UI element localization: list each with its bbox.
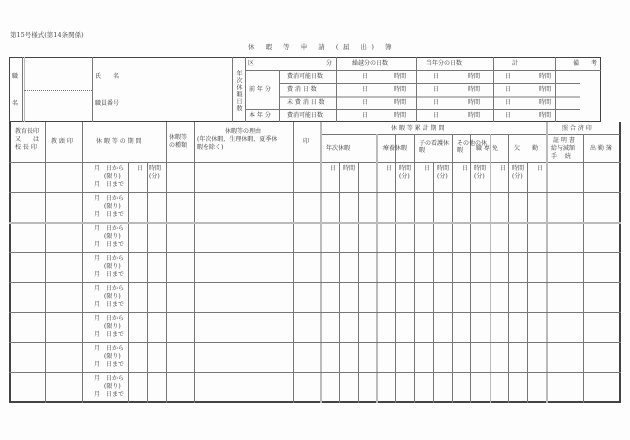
leave-type-header: の種類 <box>169 142 188 149</box>
duty-exemption-header: 職 専 免 <box>476 145 498 152</box>
unit-hour: 時間 <box>394 99 407 106</box>
unit-hour: 時間 <box>149 165 162 172</box>
unit-hour: 時間 <box>468 73 481 80</box>
unit-day: 日 <box>462 165 469 172</box>
period-text: (限り) <box>104 293 121 300</box>
current-year-label: 本 年 分 <box>249 112 271 119</box>
period-text: 月 日から <box>94 375 125 382</box>
job-title-field[interactable] <box>25 58 91 89</box>
unit-hour: 時間 <box>468 99 481 106</box>
principal-seal-header: 校 長 印 <box>15 144 37 151</box>
row-label: 費消可能日数 <box>287 73 324 80</box>
period-text: 月 日から <box>94 315 125 322</box>
current-year-days-header: 当年分の日数 <box>426 60 463 67</box>
unit-day: 日 <box>505 73 512 80</box>
unit-day: 日 <box>537 165 544 172</box>
other-leave-header: その他の休 暇 <box>457 140 494 154</box>
name-field[interactable] <box>130 62 230 87</box>
period-text: 月 日から <box>94 225 125 232</box>
unit-hour: 時間 <box>539 112 552 119</box>
unit-hour: 時間 <box>399 165 412 172</box>
job-title-field-2[interactable] <box>25 91 91 121</box>
period-text: 月 日から <box>94 195 125 202</box>
total-header: 計 <box>512 60 519 67</box>
child-care-leave-header: 子の看護休 暇 <box>419 140 456 154</box>
period-text: (限り) <box>104 353 121 360</box>
period-text: 月 日まで <box>94 181 125 188</box>
unit-minute: (分) <box>399 173 410 180</box>
unit-day: 日 <box>433 112 440 119</box>
unit-hour: 時間 <box>394 86 407 93</box>
category-label: 区 <box>248 60 255 67</box>
unit-minute: (分) <box>437 173 448 180</box>
annual-leave-days-label: 年次休暇日数 <box>235 70 242 112</box>
unit-day: 日 <box>505 86 512 93</box>
unit-hour: 時間 <box>437 165 450 172</box>
period-text: (限り) <box>104 323 121 330</box>
unit-hour: 時間 <box>539 73 552 80</box>
period-text: 月 日から <box>94 255 125 262</box>
period-text: 月 日まで <box>94 361 125 368</box>
principal-seal-header: 又 は <box>15 136 40 143</box>
period-text: 月 日まで <box>94 211 125 218</box>
salary-reduction-header: 給与減額 <box>551 145 576 152</box>
unit-day: 日 <box>505 112 512 119</box>
employee-number-field[interactable] <box>130 92 230 117</box>
period-text: (限り) <box>104 383 121 390</box>
period-text: (限り) <box>104 263 121 270</box>
unit-hour: 時間 <box>468 112 481 119</box>
unit-day: 日 <box>137 165 144 172</box>
unit-hour: 時間 <box>474 165 487 172</box>
certificate-header: 証 明 書 <box>553 137 575 144</box>
leave-reason-header: 休暇等の理由 <box>225 128 262 135</box>
leave-type-header: 休暇等 <box>169 134 188 141</box>
remarks-field[interactable] <box>557 71 600 121</box>
attendance-book-header: 出 勤 簿 <box>590 145 612 152</box>
row-label: 未 費 消 日 数 <box>287 99 325 106</box>
shoku-label: 職 <box>12 73 19 80</box>
unit-hour: 時間 <box>394 112 407 119</box>
cumulative-leave-header: 休 暇 等 累 計 期 間 <box>391 125 445 132</box>
unit-hour: 時間 <box>539 86 552 93</box>
unit-day: 日 <box>433 73 440 80</box>
unit-day: 日 <box>433 99 440 106</box>
principal-seal-header: 教育長印 <box>15 128 40 135</box>
unit-day: 日 <box>505 99 512 106</box>
procedure-header: 手 続 <box>551 153 571 160</box>
seal-header: 印 <box>303 138 310 145</box>
absence-header: 欠 勤 <box>514 145 539 152</box>
document-title: 休 暇 等 申 請 (届 出) 簿 <box>248 43 397 51</box>
previous-year-label: 前 年 分 <box>249 86 271 93</box>
period-text: (限り) <box>104 233 121 240</box>
row-label: 費消可能日数 <box>287 112 324 119</box>
leave-reason-header: 暇を除く) <box>197 144 224 151</box>
employee-number-label: 職員番号 <box>95 100 120 107</box>
row-label: 費 消 日 数 <box>287 86 317 93</box>
unit-day: 日 <box>330 165 337 172</box>
unit-day: 日 <box>362 73 369 80</box>
category-label-right: 分 <box>326 60 333 67</box>
unit-day: 日 <box>500 165 507 172</box>
carryover-days-header: 繰越分の日数 <box>352 60 389 67</box>
verified-seal-header: 照 合 済 印 <box>562 125 592 132</box>
remarks-header: 備 考 <box>573 60 598 67</box>
period-text: 月 日まで <box>94 241 125 248</box>
unit-day: 日 <box>424 165 431 172</box>
period-text: 月 日から <box>94 165 125 172</box>
unit-hour: 時間 <box>512 165 525 172</box>
unit-hour: 時間 <box>343 165 356 172</box>
annual-leave-header: 年次休暇 <box>326 145 351 152</box>
unit-minute: (分) <box>512 173 523 180</box>
unit-hour: 時間 <box>468 86 481 93</box>
period-text: 月 日から <box>94 345 125 352</box>
period-text: (限り) <box>104 203 121 210</box>
leave-reason-header: (年次休暇、生理休暇、夏季休 <box>197 136 278 143</box>
period-text: (限り) <box>104 173 121 180</box>
period-text: 月 日まで <box>94 331 125 338</box>
unit-minute: (分) <box>149 173 160 180</box>
mei-label: 名 <box>12 100 19 107</box>
period-text: 月 日まで <box>94 301 125 308</box>
period-text: 月 日から <box>94 285 125 292</box>
unit-hour: 時間 <box>394 73 407 80</box>
name-label: 氏 名 <box>95 73 120 80</box>
unit-day: 日 <box>362 99 369 106</box>
unit-day: 日 <box>433 86 440 93</box>
unit-day: 日 <box>386 165 393 172</box>
period-text: 月 日まで <box>94 271 125 278</box>
unit-hour: 時間 <box>539 99 552 106</box>
unit-day: 日 <box>362 112 369 119</box>
vice-principal-seal-header: 教 頭 印 <box>51 138 73 145</box>
form-id: 第15号様式(第14条関係) <box>10 31 84 39</box>
unit-day: 日 <box>362 86 369 93</box>
unit-minute: (分) <box>474 173 485 180</box>
period-text: 月 日まで <box>94 391 125 398</box>
leave-period-header: 休 暇 等 の 期 間 <box>96 138 142 145</box>
medical-leave-header: 療養休暇 <box>383 145 408 152</box>
